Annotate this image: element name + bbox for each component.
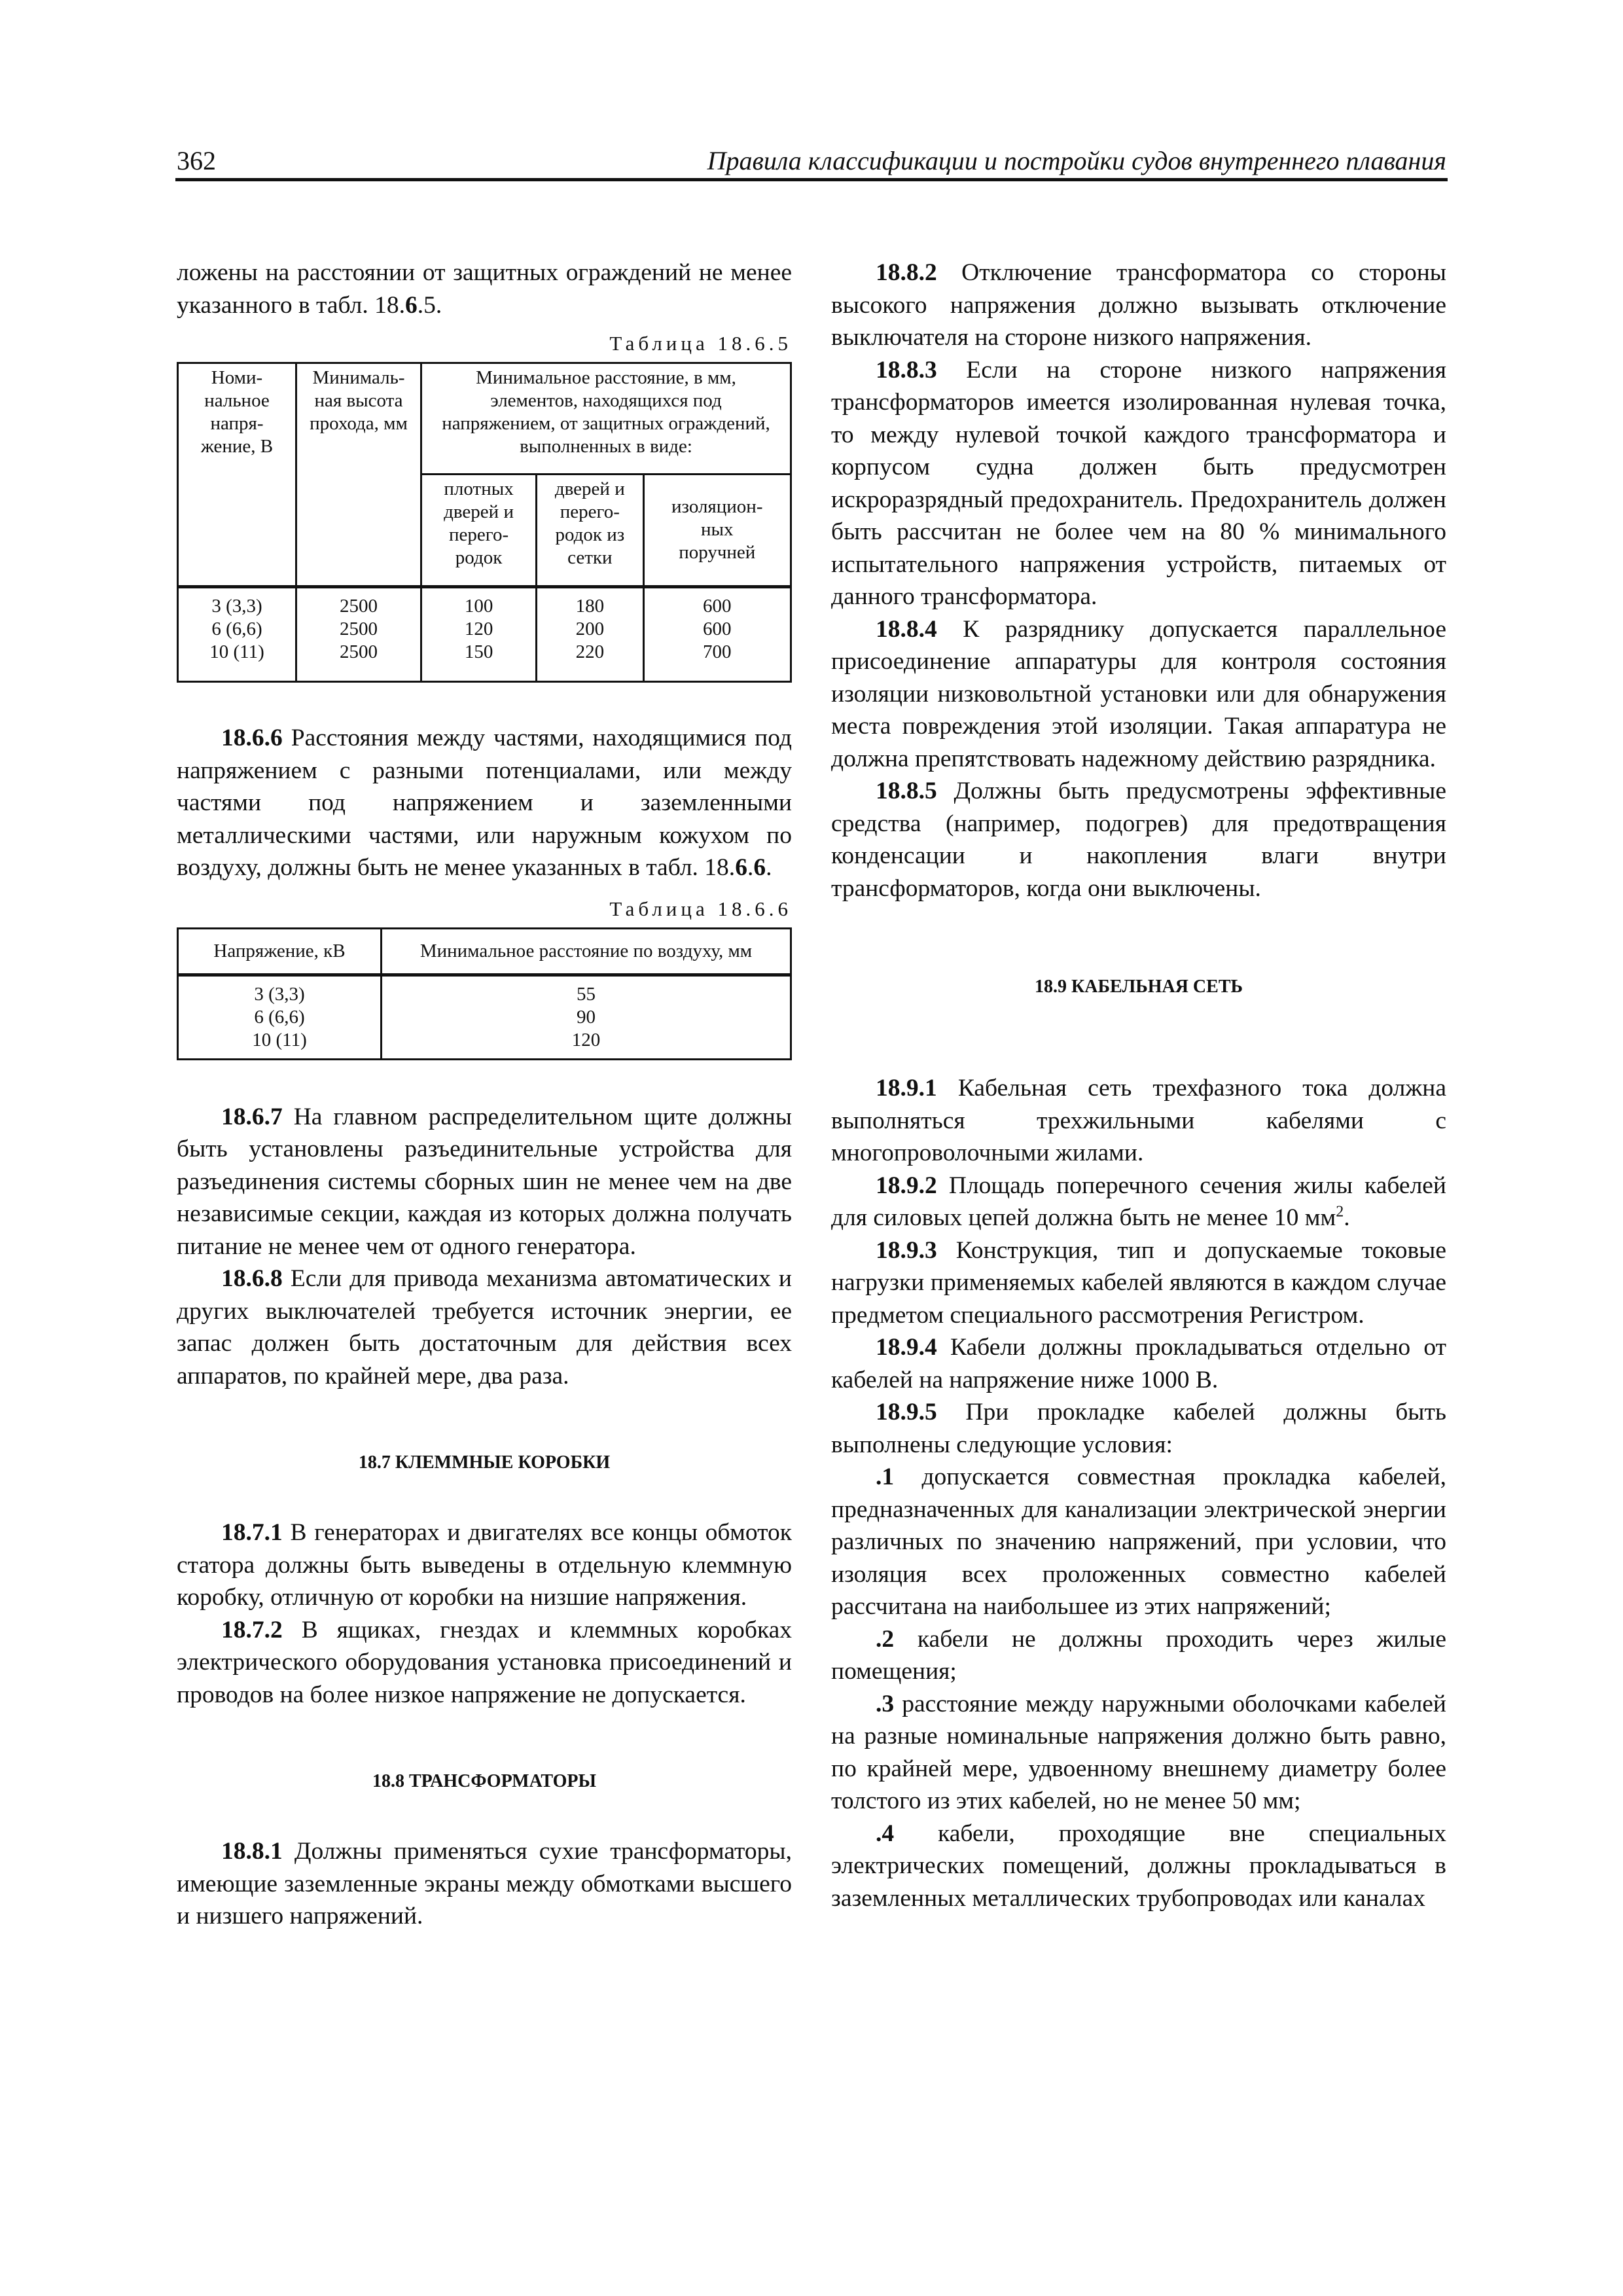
th-mesh-doors: дверей и перего- родок из сетки	[537, 475, 643, 586]
header-rule	[175, 178, 1448, 181]
left-column	[177, 257, 792, 1933]
th-min-distance: Минимальное расстояние, в мм, элементов, находящихся под напряжением, от защитных ограждений, выполненных в виде:	[421, 363, 791, 475]
th-solid-doors: плотных дверей и перего- родок	[421, 475, 537, 586]
table-cell: 180 200 220	[537, 586, 643, 681]
list-item-4: .4 кабели, проходящие вне специальных электрических помещений, должны прокладываться в заземленных металлических трубопроводах или каналах	[831, 1820, 1446, 1912]
paragraph-18-6-8: 18.6.8 Если для привода механизма автоматических и других выключателей требуется источник энергии, ее запас должен быть достаточным для действия всех аппаратов, по крайней мере, два раза.	[177, 1265, 792, 1390]
paragraph-18-8-5: 18.8.5 Должны быть предусмотрены эффективные средства (например, подогрев) для предотвращения конденсации и накопления влаги внутри трансформаторов, когда они выключены.	[831, 778, 1446, 902]
paragraph-18-8-1: 18.8.1 Должны применяться сухие трансформаторы, имеющие заземленные экраны между обмотками высшего и низшего напряжений.	[177, 1838, 792, 1929]
list-item-3: .3 расстояние между наружными оболочками кабелей на разные номинальные напряжения должно быть равно, по крайней мере, удвоенному внешнему диаметру более толстого из этих кабелей, но не менее 50 мм;	[831, 1690, 1446, 1814]
paragraph-18-9-5: 18.9.5 При прокладке кабелей должны быть выполнены следующие условия:	[831, 1399, 1446, 1458]
section-heading-18-9: 18.9 КАБЕЛЬНАЯ СЕТЬ	[1034, 977, 1243, 997]
paragraph-18-8-2: 18.8.2 Отключение трансформатора со стороны высокого напряжения должно вызывать отключение выключателя на стороне низкого напряжения.	[831, 259, 1446, 351]
paragraph-18-9-1: 18.9.1 Кабельная сеть трехфазного тока должна выполняться трехжильными кабелями с многопроволочными жилами.	[831, 1075, 1446, 1166]
th-min-height: Минималь- ная высота прохода, мм	[296, 363, 421, 587]
paragraph-18-6-6: 18.6.6 Расстояния между частями, находящимися под напряжением с разными потенциалами, или между частями под напряжением и заземленными металлическими частями, или наружным кожухом по воздуху, должны быть не менее указанных в табл. 18.6.6.	[177, 725, 792, 881]
list-item-2: .2 кабели не должны проходить через жилые помещения;	[831, 1625, 1446, 1685]
paragraph-18-8-4: 18.8.4 К разряднику допускается параллельное присоединение аппаратуры для контроля состояния изоляции низковольтной установки или для обнаружения места повреждения этой изоляции. Такая аппаратура не должна препятствовать надежному действию разрядника.	[831, 615, 1446, 772]
table-cell: 3 (3,3) 6 (6,6) 10 (11)	[178, 975, 382, 1059]
right-column	[831, 257, 1446, 1914]
paragraph-intro: ложены на расстоянии от защитных ограждений не менее указанного в табл. 18.6.5.	[177, 259, 792, 319]
section-heading-18-7: 18.7 КЛЕММНЫЕ КОРОБКИ	[358, 1452, 611, 1473]
th-insulated-rails: изоляцион- ных поручней	[643, 475, 791, 586]
paragraph-18-8-3: 18.8.3 Если на стороне низкого напряжения трансформаторов имеется изолированная нулевая точка, то между нулевой точкой каждого трансформатора и корпусом судна должен быть предусмотрен искроразрядный предохранитель. Предохранитель должен быть рассчитан не более чем на 80 % минимального испытательного напряжения устройств, питаемых от данного трансформатора.	[831, 356, 1446, 610]
paragraph-18-9-2: 18.9.2 Площадь поперечного сечения жилы кабелей для силовых цепей должна быть не менее 10 $мм^2$.	[831, 1172, 1446, 1231]
section-heading-18-8: 18.8 ТРАНСФОРМАТОРЫ	[372, 1771, 597, 1791]
running-title: Правила классификации и постройки судов внутреннего плавания	[707, 146, 1446, 175]
table-18-6-6-caption: Таблица 18.6.6	[609, 897, 792, 920]
table-cell: 2500 2500 2500	[296, 586, 421, 681]
th-nominal-voltage: Номи- нальное напря- жение, В	[178, 363, 296, 587]
table-cell: 55 90 120	[382, 975, 791, 1059]
paragraph-18-7-1: 18.7.1 В генераторах и двигателях все концы обмоток статора должны быть выведены в отдельную клеммную коробку, отличную от коробки на низшие напряжения.	[177, 1519, 792, 1611]
table-18-6-5-caption: Таблица 18.6.5	[609, 332, 792, 355]
table-18-6-6	[177, 927, 792, 1060]
table-cell: 3 (3,3) 6 (6,6) 10 (11)	[178, 586, 296, 681]
th-air-distance: Минимальное расстояние по воздуху, мм	[382, 928, 791, 975]
paragraph-18-9-4: 18.9.4 Кабели должны прокладываться отдельно от кабелей на напряжение ниже 1000 В.	[831, 1334, 1446, 1393]
table-18-6-5	[177, 362, 792, 683]
paragraph-18-9-3: 18.9.3 Конструкция, тип и допускаемые токовые нагрузки применяемых кабелей являются в каждом случае предметом специального рассмотрения Регистром.	[831, 1236, 1446, 1329]
list-item-1: .1 допускается совместная прокладка кабелей, предназначенных для канализации электрической энергии различных по значению напряжений, при условии, что изоляция всех проложенных совместно кабелей рассчитана на наибольшее из этих напряжений;	[831, 1463, 1446, 1620]
th-voltage-kv: Напряжение, кВ	[178, 928, 382, 975]
table-cell: 100 120 150	[421, 586, 537, 681]
page-number: 362	[177, 146, 216, 175]
table-cell: 600 600 700	[643, 586, 791, 681]
paragraph-18-7-2: 18.7.2 В ящиках, гнездах и клеммных коробках электрического оборудования установка присоединений и проводов на более низкое напряжение не допускается.	[177, 1616, 792, 1708]
paragraph-18-6-7: 18.6.7 На главном распределительном щите должны быть установлены разъединительные устройства для разъединения системы сборных шин не менее чем на две независимые секции, каждая из которых должна получать питание не менее чем от одного генератора.	[177, 1103, 792, 1260]
